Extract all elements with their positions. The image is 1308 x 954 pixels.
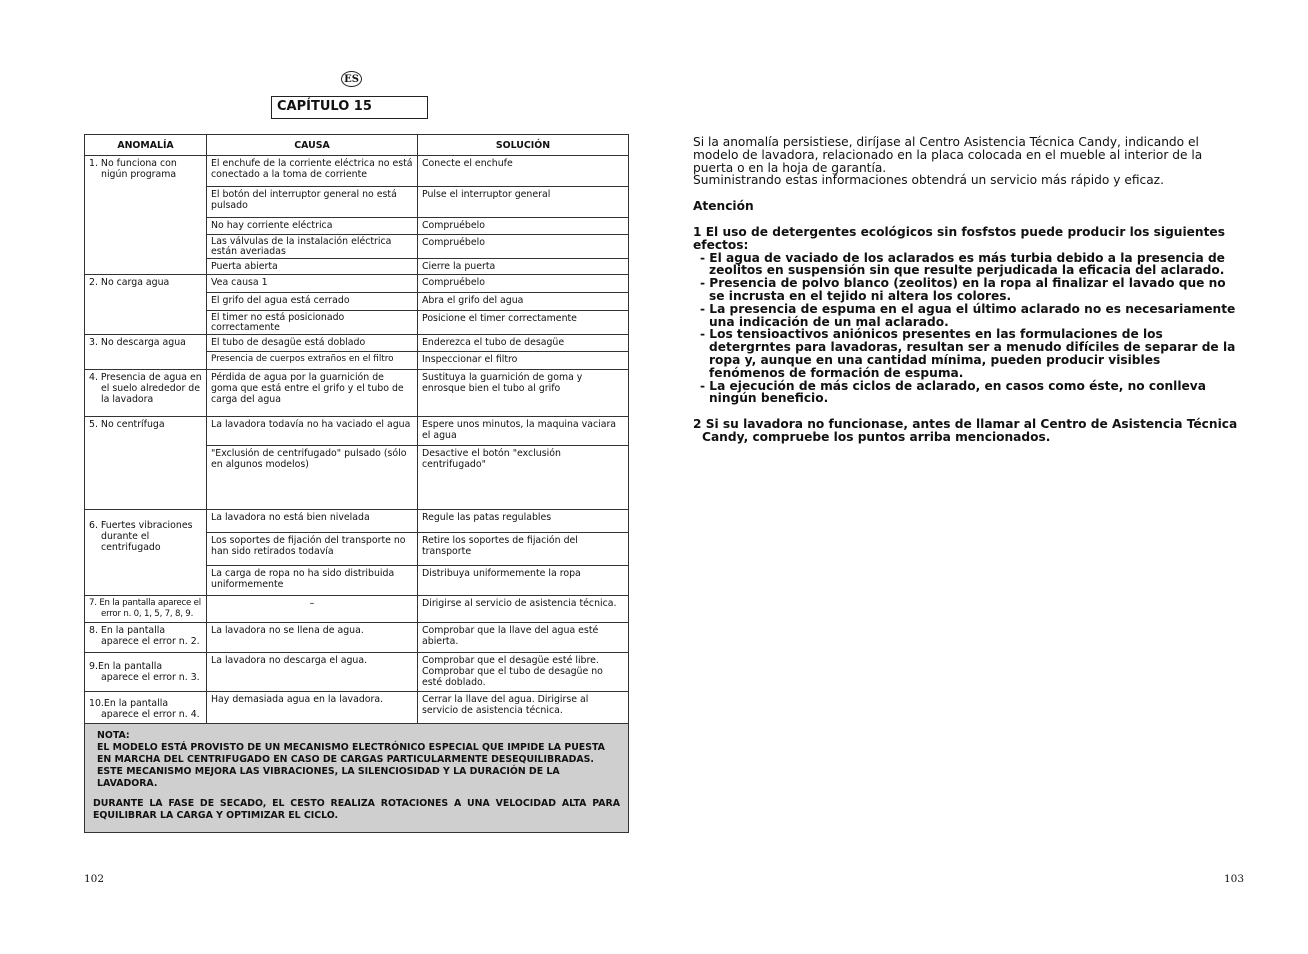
anomaly-cell: 1. No funciona con nigún programa <box>85 156 207 275</box>
table-row <box>85 692 629 724</box>
item-1-bullet: - Presencia de polvo blanco (zeolitos) en la ropa al finalizar el lavado que no se incrusta en el tejido ni altera los colores. <box>700 276 1226 303</box>
solution-cell: Desactive el botón "exclusión centrifugado" <box>418 446 629 510</box>
right-page-text <box>693 136 1238 444</box>
table-row <box>85 510 629 533</box>
anomaly-cell: 9.En la pantalla aparece el error n. 3. <box>85 653 207 692</box>
item-1-bullet: - Los tensioactivos aniónicos presentes en las formulaciones de los detergrntes para lavadoras, resultan ser a menudo difíciles de separar de la ropa y, aunque en una cantidad mínima, pueden producir visibles fenómenos de formación de espuma. <box>700 327 1236 380</box>
cause-cell: Pérdida de agua por la guarnición de goma que está entre el grifo y el tubo de carga del agua <box>207 370 418 417</box>
language-badge: ES <box>341 71 362 87</box>
table-row <box>85 596 629 623</box>
anomaly-cell: 4. Presencia de agua en el suelo alrededor de la lavadora <box>85 370 207 417</box>
solution-cell: Espere unos minutos, la maquina vaciara el agua <box>418 417 629 446</box>
troubleshooting-table <box>84 134 629 833</box>
solution-cell: Compruébelo <box>418 218 629 235</box>
solution-cell: Abra el grifo del agua <box>418 293 629 311</box>
table-row <box>85 275 629 293</box>
anomaly-cell: 5. No centrífuga <box>85 417 207 510</box>
cause-cell: Presencia de cuerpos extraños en el filtro <box>207 352 418 370</box>
solution-cell: Inspeccionar el filtro <box>418 352 629 370</box>
cause-cell: El enchufe de la corriente eléctrica no está conectado a la toma de corriente <box>207 156 418 187</box>
solution-cell: Posicione el timer correctamente <box>418 311 629 335</box>
solution-cell: Cierre la puerta <box>418 259 629 275</box>
cause-cell: La lavadora todavía no ha vaciado el agua <box>207 417 418 446</box>
item-2: 2 Si su lavadora no funcionase, antes de llamar al Centro de Asistencia Técnica Candy, compruebe los puntos arriba mencionados. <box>693 417 1238 444</box>
item-1-title: 1 El uso de detergentes ecológicos sin fosfstos puede producir los siguientes efectos: <box>693 224 1225 252</box>
cause-cell: El tubo de desagüe está doblado <box>207 335 418 352</box>
anomaly-cell: 6. Fuertes vibraciones durante el centrifugado <box>85 510 207 596</box>
item-1-bullet: - El agua de vaciado de los aclarados es más turbia debido a la presencia de zeolitos en suspensión sin que resulte perjudicada la eficacia del aclarado. <box>700 250 1225 278</box>
solution-cell: Sustituya la guarnición de goma y enrosque bien el tubo al grifo <box>418 370 629 417</box>
table-row <box>85 623 629 653</box>
cause-cell: Puerta abierta <box>207 259 418 275</box>
cause-cell: La lavadora no descarga el agua. <box>207 653 418 692</box>
solution-cell: Conecte el enchufe <box>418 156 629 187</box>
cause-cell: Hay demasiada agua en la lavadora. <box>207 692 418 724</box>
solution-cell: Comprobar que la llave del agua esté abierta. <box>418 623 629 653</box>
intro-paragraph-2: Suministrando estas informaciones obtendrá un servicio más rápido y eficaz. <box>693 173 1164 188</box>
table-row <box>85 370 629 417</box>
item-1-bullet: - La ejecución de más ciclos de aclarado, en casos como éste, no conlleva ningún beneficio. <box>700 378 1206 406</box>
cause-cell: "Exclusión de centrifugado" pulsado (sólo en algunos modelos) <box>207 446 418 510</box>
cause-cell: Las válvulas de la instalación eléctrica están averiadas <box>207 235 418 259</box>
solution-cell: Comprobar que el desagüe esté libre. Comprobar que el tubo de desagüe no esté doblado. <box>418 653 629 692</box>
cause-cell: La lavadora no está bien nivelada <box>207 510 418 533</box>
table-row <box>85 335 629 352</box>
cause-cell: El timer no está posicionado correctamente <box>207 311 418 335</box>
note-line-1: EL MODELO ESTÁ PROVISTO DE UN MECANISMO ELECTRÓNICO ESPECIAL QUE IMPIDE LA PUESTA EN MARCHA DEL CENTRIFUGADO EN CASO DE CARGAS PARTICULARMENTE DESEQUILIBRADAS. <box>97 742 605 765</box>
note-line-2: ESTE MECANISMO MEJORA LAS VIBRACIONES, LA SILENCIOSIDAD Y LA DURACIÓN DE LA LAVADORA. <box>97 766 560 789</box>
note-label: NOTA: <box>97 730 130 741</box>
solution-cell: Compruébelo <box>418 235 629 259</box>
cause-cell: – <box>207 596 418 623</box>
cause-cell: Los soportes de fijación del transporte no han sido retirados todavía <box>207 533 418 566</box>
table-row <box>85 156 629 187</box>
cause-cell: El grifo del agua está cerrado <box>207 293 418 311</box>
cause-cell: La lavadora no se llena de agua. <box>207 623 418 653</box>
cause-cell: No hay corriente eléctrica <box>207 218 418 235</box>
solution-cell: Distribuya uniformemente la ropa <box>418 566 629 596</box>
solution-cell: Compruébelo <box>418 275 629 293</box>
note-line-3: DURANTE LA FASE DE SECADO, EL CESTO REALIZA ROTACIONES A UNA VELOCIDAD ALTA PARA EQUILIBRAR LA CARGA Y OPTIMIZAR EL CICLO. <box>93 798 620 821</box>
table-row <box>85 653 629 692</box>
intro-paragraph: Si la anomalía persistiese, diríjase al Centro Asistencia Técnica Candy, indicando el modelo de lavadora, relacionado en la placa colocada en el mueble al interior de la puerta o en la hoja de garantía. <box>693 135 1203 175</box>
page-number-left: 102 <box>84 873 105 885</box>
solution-cell: Enderezca el tubo de desagüe <box>418 335 629 352</box>
page-number-right: 103 <box>1224 873 1245 885</box>
solution-cell: Regule las patas regulables <box>418 510 629 533</box>
header-solution: SOLUCIÓN <box>418 135 629 156</box>
cause-cell: Vea causa 1 <box>207 275 418 293</box>
table-header <box>85 135 629 156</box>
anomaly-cell: 8. En la pantalla aparece el error n. 2. <box>85 623 207 653</box>
chapter-title: CAPÍTULO 15 <box>271 96 428 119</box>
cause-cell: La carga de ropa no ha sido distribuida uniformemente <box>207 566 418 596</box>
anomaly-cell: 3. No descarga agua <box>85 335 207 370</box>
anomaly-cell: 2. No carga agua <box>85 275 207 335</box>
header-anomaly: ANOMALÍA <box>85 135 207 156</box>
solution-cell: Pulse el interruptor general <box>418 187 629 218</box>
note-box <box>85 724 629 833</box>
solution-cell: Retire los soportes de fijación del transporte <box>418 533 629 566</box>
note-row <box>85 724 629 833</box>
solution-cell: Cerrar la llave del agua. Dirigirse al servicio de asistencia técnica. <box>418 692 629 724</box>
item-1-bullet: - La presencia de espuma en el agua el último aclarado no es necesariamente una indicación de un mal aclarado. <box>700 301 1236 329</box>
anomaly-cell: 7. En la pantalla aparece el error n. 0, 1, 5, 7, 8, 9. <box>85 596 207 623</box>
solution-cell: Dirigirse al servicio de asistencia técnica. <box>418 596 629 623</box>
cause-cell: El botón del interruptor general no está pulsado <box>207 187 418 218</box>
attention-heading: Atención <box>693 199 754 214</box>
header-cause: CAUSA <box>207 135 418 156</box>
table-row <box>85 417 629 446</box>
anomaly-cell: 10.En la pantalla aparece el error n. 4. <box>85 692 207 724</box>
